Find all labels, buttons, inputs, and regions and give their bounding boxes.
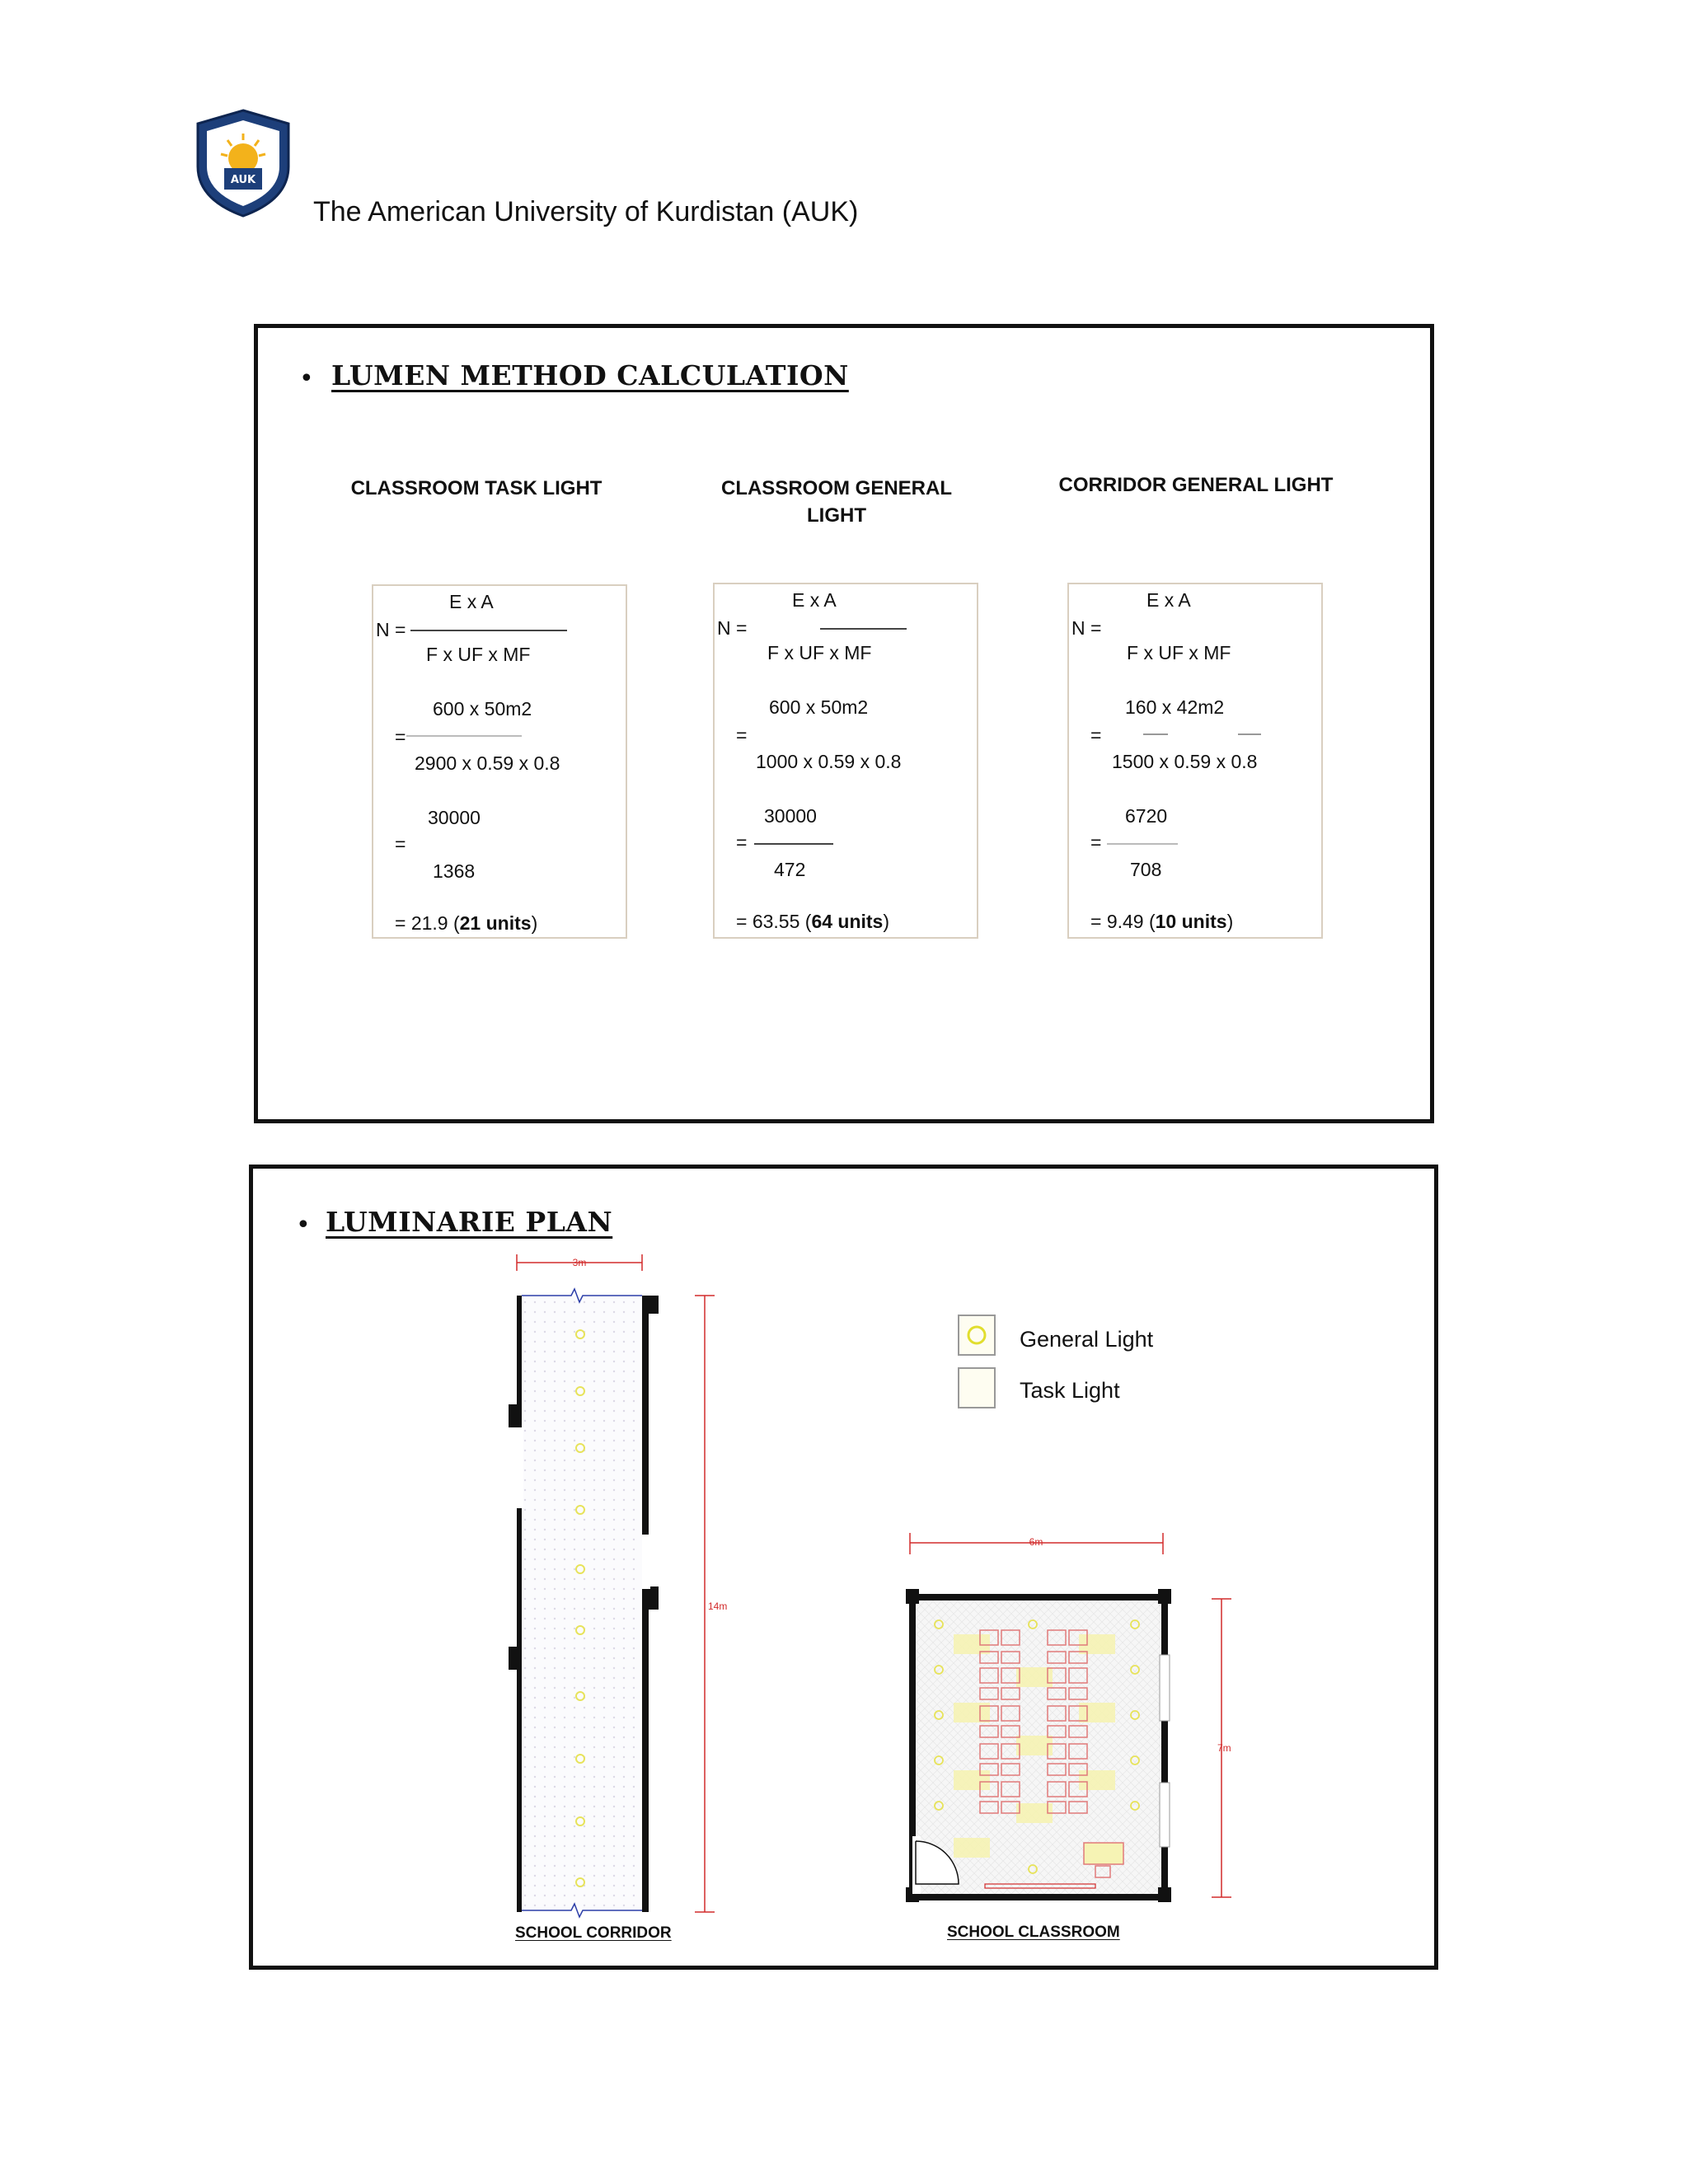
- fraction-line: [1107, 843, 1178, 845]
- logo-abbr: AUK: [230, 174, 256, 186]
- luminarie-plan-panel: [249, 1165, 1438, 1970]
- classroom-label: SCHOOL CLASSROOM: [947, 1924, 1120, 1941]
- luminarie-heading: LUMINARIE PLAN: [326, 1206, 613, 1238]
- legend-task-light-label: Task Light: [1020, 1378, 1120, 1403]
- column-title-classroom-general: [696, 475, 977, 529]
- result: [395, 912, 537, 935]
- step2-denominator: 1368: [433, 860, 476, 882]
- formula-denominator: F x UF x MF: [426, 644, 531, 665]
- equals-sign: =: [736, 832, 748, 853]
- step1-denominator: 1500 x 0.59 x 0.8: [1112, 751, 1258, 772]
- legend-general-light-label: General Light: [1020, 1327, 1154, 1352]
- fraction-line: [1238, 733, 1261, 735]
- result-prefix: = 63.55 (: [736, 911, 812, 932]
- n-label: N =: [376, 619, 406, 640]
- wall-column: [509, 1647, 520, 1670]
- step2-denominator: 472: [774, 859, 806, 880]
- door-opening: [515, 1427, 523, 1508]
- wall-column: [644, 1586, 659, 1610]
- equals-sign: =: [395, 726, 406, 748]
- classroom-top-wall: [909, 1594, 1168, 1601]
- result: [736, 911, 889, 933]
- n-label: N =: [717, 617, 748, 639]
- lumen-bullet: •: [299, 364, 314, 393]
- result-suffix: ): [531, 912, 538, 934]
- wall-column: [644, 1296, 659, 1314]
- lumen-heading: LUMEN METHOD CALCULATION: [331, 359, 849, 391]
- column-title-corridor-general: [1048, 471, 1344, 499]
- result: [1090, 911, 1233, 933]
- result-prefix: = 9.49 (: [1090, 911, 1156, 932]
- column-title-line: CLASSROOM TASK LIGHT: [350, 477, 603, 499]
- column-title-line: CORRIDOR GENERAL LIGHT: [1058, 474, 1334, 496]
- step2-denominator: 708: [1130, 859, 1162, 880]
- column-title-classroom-task: [340, 475, 612, 502]
- corridor-label: SCHOOL CORRIDOR: [515, 1924, 672, 1942]
- corridor-plan: [509, 1254, 727, 1917]
- corridor-left-wall: [517, 1296, 522, 1912]
- window: [1160, 1655, 1170, 1721]
- formula-numerator: E x A: [792, 589, 837, 611]
- fraction-line: [754, 843, 833, 845]
- classroom-bottom-wall: [909, 1894, 1168, 1900]
- equals-sign: =: [1090, 832, 1102, 853]
- luminarie-bullet: •: [296, 1211, 311, 1240]
- fraction-line: [1143, 733, 1168, 735]
- calc-box-corridor-general: [1067, 583, 1323, 939]
- floor-plans-drawing: [253, 1169, 1434, 1966]
- wall-column: [906, 1589, 919, 1604]
- column-title-line: LIGHT: [807, 504, 866, 527]
- equals-sign: =: [395, 833, 406, 855]
- university-name: The American University of Kurdistan (AUK): [313, 196, 859, 227]
- classroom-width-dim: 6m: [1029, 1536, 1043, 1548]
- university-logo: [195, 109, 292, 218]
- result-units: 64 units: [811, 911, 884, 932]
- wall-column: [509, 1404, 520, 1427]
- wall-column: [1158, 1589, 1171, 1604]
- classroom-length-dim: 7m: [1217, 1742, 1231, 1754]
- calc-box-classroom-task: [372, 584, 627, 939]
- formula-numerator: E x A: [1146, 589, 1191, 611]
- step1-denominator: 1000 x 0.59 x 0.8: [756, 751, 902, 772]
- step1-denominator: 2900 x 0.59 x 0.8: [415, 752, 560, 774]
- calc-box-classroom-general: [713, 583, 978, 939]
- step1-numerator: 600 x 50m2: [769, 696, 869, 718]
- column-title-line: CLASSROOM GENERAL: [720, 477, 952, 499]
- fraction-line: [820, 628, 907, 630]
- corridor-width-dim: 3m: [572, 1257, 587, 1268]
- formula-denominator: F x UF x MF: [767, 642, 872, 663]
- step1-numerator: 160 x 42m2: [1125, 696, 1225, 718]
- equals-sign: =: [1090, 724, 1102, 746]
- step1-numerator: 600 x 50m2: [433, 698, 532, 719]
- formula-numerator: E x A: [449, 591, 494, 612]
- result-units: 10 units: [1155, 911, 1227, 932]
- equals-sign: =: [736, 724, 748, 746]
- step2-numerator: 6720: [1125, 805, 1168, 827]
- classroom-plan: [906, 1533, 1231, 1902]
- fraction-line: [406, 735, 522, 737]
- door-opening: [642, 1535, 650, 1589]
- result-prefix: = 21.9 (: [395, 912, 460, 934]
- formula-denominator: F x UF x MF: [1127, 642, 1231, 663]
- step2-numerator: 30000: [764, 805, 817, 827]
- corridor-length-dim: 14m: [708, 1601, 728, 1612]
- classroom-right-wall: [1161, 1594, 1168, 1900]
- step2-numerator: 30000: [428, 807, 481, 828]
- wall-column: [1158, 1887, 1171, 1902]
- result-suffix: ): [1226, 911, 1234, 932]
- lumen-method-panel: [254, 324, 1434, 1123]
- window: [1160, 1783, 1170, 1847]
- auk-seal-icon: [195, 109, 292, 218]
- result-suffix: ): [883, 911, 890, 932]
- n-label: N =: [1071, 617, 1102, 639]
- result-units: 21 units: [459, 912, 532, 934]
- fraction-line: [410, 630, 567, 631]
